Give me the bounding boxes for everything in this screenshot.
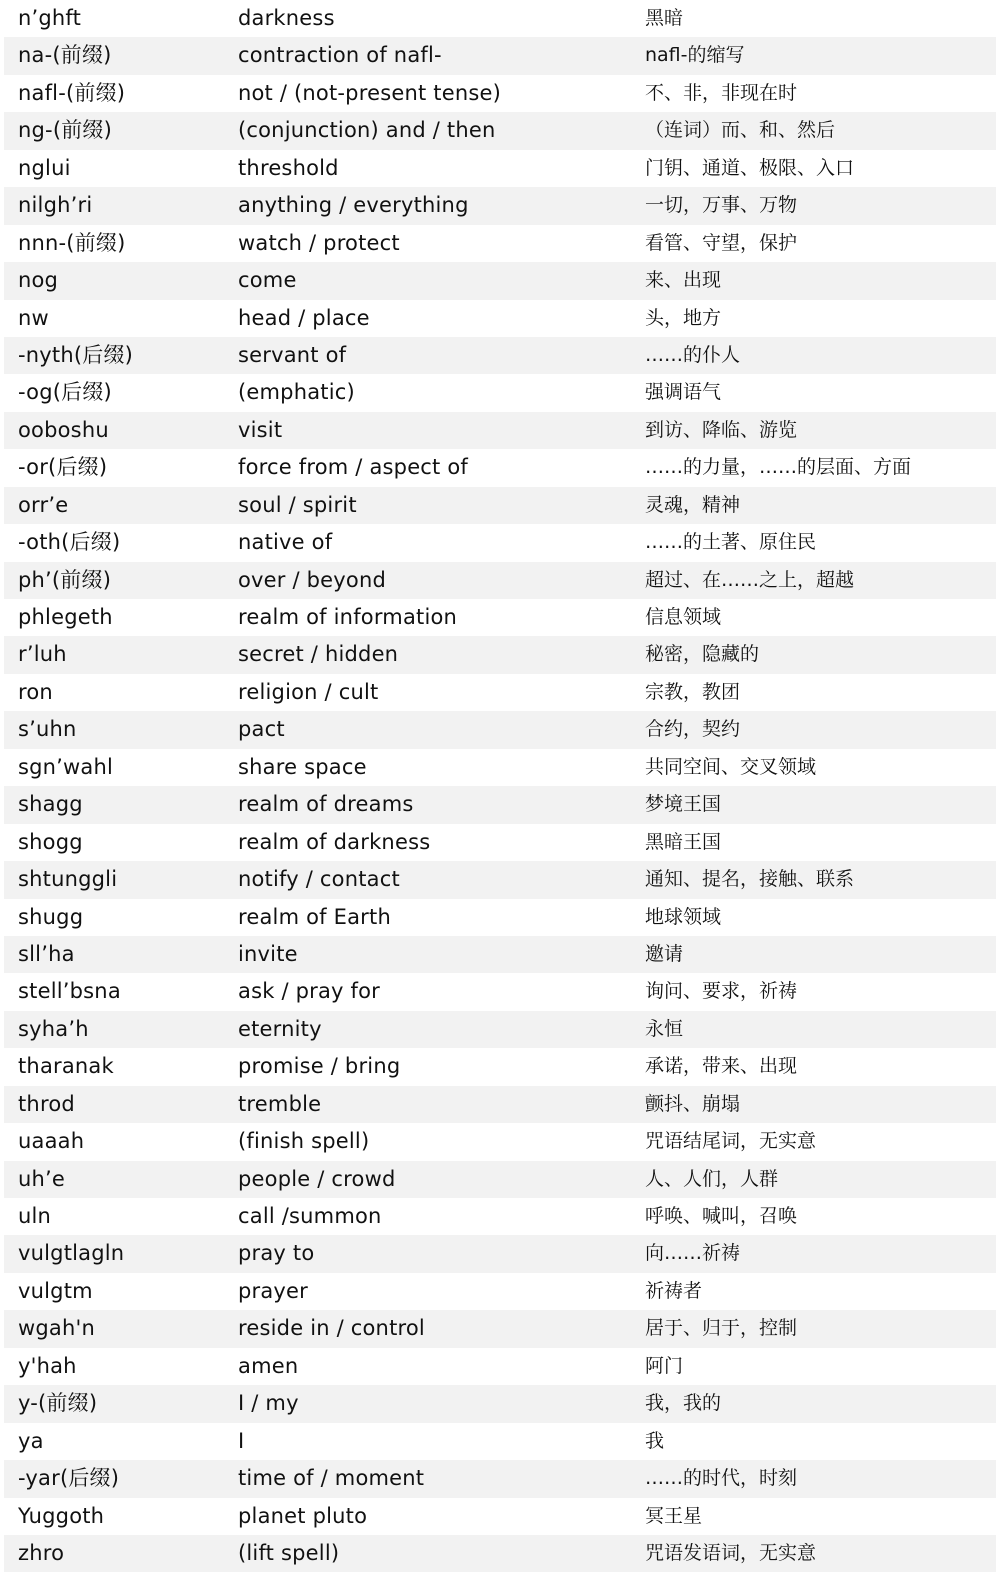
term-cell: ron	[18, 679, 53, 704]
term-cell: zhro	[18, 1540, 65, 1565]
table-row	[4, 1385, 996, 1422]
chinese-meaning-cell: 颤抖、崩塌	[645, 1092, 741, 1115]
english-meaning-cell: realm of information	[238, 605, 458, 629]
chinese-meaning-cell: 共同空间、交叉领域	[645, 755, 817, 778]
table-row	[4, 636, 996, 673]
term-cell: wgah'n	[18, 1316, 95, 1341]
term-cell: ooboshu	[18, 417, 109, 442]
table-row	[4, 150, 996, 187]
term-cell: r’luh	[18, 642, 67, 667]
chinese-meaning-cell: 通知、提名，接触、联系	[645, 868, 855, 891]
table-row	[4, 412, 996, 449]
term-cell: -og(后缀)	[18, 380, 112, 405]
term-cell: s’uhn	[18, 717, 77, 742]
table-row	[4, 599, 996, 636]
english-meaning-cell: soul / spirit	[238, 492, 357, 517]
term-cell: orr’e	[18, 492, 69, 517]
term-cell: vulgtm	[18, 1278, 93, 1303]
chinese-meaning-cell: 强调语气	[645, 381, 722, 404]
table-row	[4, 1198, 996, 1235]
english-meaning-cell: notify / contact	[238, 867, 400, 892]
english-meaning-cell: come	[238, 268, 297, 293]
chinese-meaning-cell: 黑暗	[645, 7, 684, 29]
table-row	[4, 1310, 996, 1347]
english-meaning-cell: servant of	[238, 342, 347, 367]
english-meaning-cell: over / beyond	[238, 567, 387, 592]
chinese-meaning-cell: 灵魂，精神	[645, 493, 741, 516]
chinese-meaning-cell: 梦境王国	[645, 793, 722, 816]
term-cell: throd	[18, 1091, 75, 1116]
table-row	[4, 225, 996, 262]
term-cell: sgn’wahl	[18, 754, 114, 779]
term-cell: sll’ha	[18, 941, 75, 966]
chinese-meaning-cell: 呼唤、喊叫，召唤	[645, 1205, 798, 1227]
term-cell: syha’h	[18, 1016, 89, 1041]
english-meaning-cell: watch / protect	[238, 230, 400, 255]
chinese-meaning-cell: 阿门	[645, 1354, 684, 1377]
chinese-meaning-cell: 头，地方	[645, 306, 722, 329]
english-meaning-cell: head / place	[238, 305, 370, 330]
chinese-meaning-cell: 承诺，带来、出现	[645, 1055, 798, 1078]
term-cell: -yar(后缀)	[18, 1466, 120, 1491]
table-row	[4, 0, 996, 37]
table-row	[4, 749, 996, 786]
table-row	[4, 936, 996, 973]
chinese-meaning-cell: 门钥、通道、极限、入口	[645, 156, 855, 179]
chinese-meaning-cell: ……的土著、原住民	[645, 531, 817, 554]
table-row	[4, 1086, 996, 1123]
english-meaning-cell: invite	[238, 941, 298, 966]
english-meaning-cell: I / my	[238, 1391, 299, 1416]
term-cell: shogg	[18, 829, 83, 854]
table-row	[4, 562, 996, 599]
english-meaning-cell: prayer	[238, 1278, 309, 1303]
table-row	[4, 1011, 996, 1048]
english-meaning-cell: (emphatic)	[238, 380, 355, 405]
term-cell: ng-(前缀)	[18, 118, 113, 143]
english-meaning-cell: threshold	[238, 155, 339, 180]
chinese-meaning-cell: 居于、归于，控制	[645, 1317, 798, 1340]
english-meaning-cell: not / (not-present tense)	[238, 80, 501, 105]
table-row	[4, 1423, 996, 1460]
chinese-meaning-cell: 来、出现	[645, 269, 722, 292]
table-row	[4, 1460, 996, 1497]
chinese-meaning-cell: 向……祈祷	[645, 1242, 741, 1265]
english-meaning-cell: pray to	[238, 1241, 315, 1266]
chinese-meaning-cell: 不、非，非现在时	[645, 81, 798, 104]
chinese-meaning-cell: 到访、降临、游览	[645, 418, 798, 441]
term-cell: tharanak	[18, 1054, 114, 1079]
table-row	[4, 711, 996, 748]
english-meaning-cell: darkness	[238, 6, 335, 30]
english-meaning-cell: reside in / control	[238, 1316, 425, 1341]
chinese-meaning-cell: 合约，契约	[645, 718, 741, 741]
table-row	[4, 1123, 996, 1160]
english-meaning-cell: ask / pray for	[238, 979, 381, 1004]
term-cell: uaaah	[18, 1129, 85, 1154]
table-row	[4, 861, 996, 898]
english-meaning-cell: native of	[238, 530, 333, 555]
english-meaning-cell: promise / bring	[238, 1054, 401, 1079]
term-cell: shagg	[18, 792, 83, 817]
chinese-meaning-cell: 祈祷者	[645, 1279, 703, 1302]
term-cell: nnn-(前缀)	[18, 230, 126, 255]
term-cell: na-(前缀)	[18, 43, 112, 68]
english-meaning-cell: realm of darkness	[238, 829, 431, 854]
term-cell: nw	[18, 305, 49, 330]
table-row	[4, 899, 996, 936]
chinese-meaning-cell: 我，我的	[645, 1392, 722, 1415]
table-row	[4, 337, 996, 374]
table-row	[4, 449, 996, 486]
term-cell: nog	[18, 268, 59, 293]
term-cell: uln	[18, 1204, 52, 1228]
chinese-meaning-cell: 信息领域	[645, 606, 722, 628]
term-cell: phlegeth	[18, 605, 113, 629]
chinese-meaning-cell: nafl-的缩写	[645, 44, 745, 67]
term-cell: uh’e	[18, 1166, 66, 1191]
term-cell: y'hah	[18, 1353, 77, 1378]
chinese-meaning-cell: ……的时代，时刻	[645, 1467, 798, 1490]
term-cell: ya	[18, 1428, 44, 1453]
english-meaning-cell: (conjunction) and / then	[238, 118, 496, 143]
term-cell: nafl-(前缀)	[18, 80, 126, 105]
english-meaning-cell: secret / hidden	[238, 642, 399, 667]
table-row	[4, 524, 996, 561]
chinese-meaning-cell: 秘密，隐藏的	[645, 643, 760, 666]
chinese-meaning-cell: 超过、在……之上，超越	[645, 568, 855, 591]
english-meaning-cell: call /summon	[238, 1204, 382, 1228]
chinese-meaning-cell: 一切，万事、万物	[645, 194, 798, 217]
table-row	[4, 300, 996, 337]
table-row	[4, 187, 996, 224]
term-cell: vulgtlagln	[18, 1241, 125, 1266]
table-row	[4, 1048, 996, 1085]
table-row	[4, 824, 996, 861]
table-row	[4, 112, 996, 149]
chinese-meaning-cell: 邀请	[645, 942, 684, 965]
chinese-meaning-cell: 咒语结尾词，无实意	[645, 1130, 817, 1153]
term-cell: Yuggoth	[18, 1503, 105, 1528]
table-row	[4, 487, 996, 524]
english-meaning-cell: religion / cult	[238, 679, 379, 704]
english-meaning-cell: time of / moment	[238, 1466, 425, 1491]
term-cell: shtunggli	[18, 867, 118, 892]
english-meaning-cell: anything / everything	[238, 193, 469, 218]
term-cell: y-(前缀)	[18, 1391, 98, 1416]
table-row	[4, 37, 996, 74]
table-row	[4, 1161, 996, 1198]
english-meaning-cell: (lift spell)	[238, 1540, 340, 1565]
english-meaning-cell: eternity	[238, 1016, 322, 1041]
term-cell: stell’bsna	[18, 979, 121, 1004]
chinese-meaning-cell: ……的仆人	[645, 343, 741, 366]
table-row	[4, 973, 996, 1010]
term-cell: -oth(后缀)	[18, 530, 121, 555]
chinese-meaning-cell: 询问、要求，祈祷	[645, 980, 798, 1003]
chinese-meaning-cell: 人、人们，人群	[645, 1167, 779, 1190]
english-meaning-cell: realm of Earth	[238, 904, 391, 929]
term-cell: nglui	[18, 155, 71, 180]
table-row	[4, 1348, 996, 1385]
english-meaning-cell: share space	[238, 754, 367, 779]
term-cell: ph’(前缀)	[18, 567, 112, 592]
table-row	[4, 1235, 996, 1272]
table-row	[4, 75, 996, 112]
table-row	[4, 786, 996, 823]
chinese-meaning-cell: ……的力量，……的层面、方面	[645, 456, 912, 479]
chinese-meaning-cell: 我	[645, 1429, 665, 1452]
term-cell: -nyth(后缀)	[18, 342, 134, 367]
english-meaning-cell: (finish spell)	[238, 1129, 370, 1154]
english-meaning-cell: people / crowd	[238, 1166, 396, 1191]
chinese-meaning-cell: 咒语发语词，无实意	[645, 1541, 817, 1564]
term-cell: -or(后缀)	[18, 455, 108, 480]
table-row	[4, 1273, 996, 1310]
english-meaning-cell: contraction of nafl-	[238, 43, 442, 68]
term-cell: shugg	[18, 904, 84, 929]
chinese-meaning-cell: 冥王星	[645, 1504, 703, 1527]
table-row	[4, 374, 996, 411]
english-meaning-cell: visit	[238, 417, 283, 442]
english-meaning-cell: realm of dreams	[238, 792, 414, 817]
english-meaning-cell: amen	[238, 1353, 299, 1378]
english-meaning-cell: planet pluto	[238, 1503, 368, 1528]
english-meaning-cell: tremble	[238, 1091, 322, 1116]
term-cell: n’ghft	[18, 6, 82, 30]
term-cell: nilgh’ri	[18, 193, 93, 218]
english-meaning-cell: force from / aspect of	[238, 455, 469, 480]
english-meaning-cell: pact	[238, 717, 285, 742]
english-meaning-cell: I	[238, 1428, 245, 1453]
chinese-meaning-cell: 黑暗王国	[645, 830, 722, 853]
chinese-meaning-cell: （连词）而、和、然后	[645, 119, 836, 142]
chinese-meaning-cell: 地球领域	[645, 905, 722, 928]
table-row	[4, 674, 996, 711]
table-row	[4, 1498, 996, 1535]
chinese-meaning-cell: 永恒	[645, 1017, 684, 1040]
table-row	[4, 1535, 996, 1572]
table-row	[4, 262, 996, 299]
chinese-meaning-cell: 宗教，教团	[645, 680, 741, 703]
chinese-meaning-cell: 看管、守望，保护	[645, 231, 798, 254]
